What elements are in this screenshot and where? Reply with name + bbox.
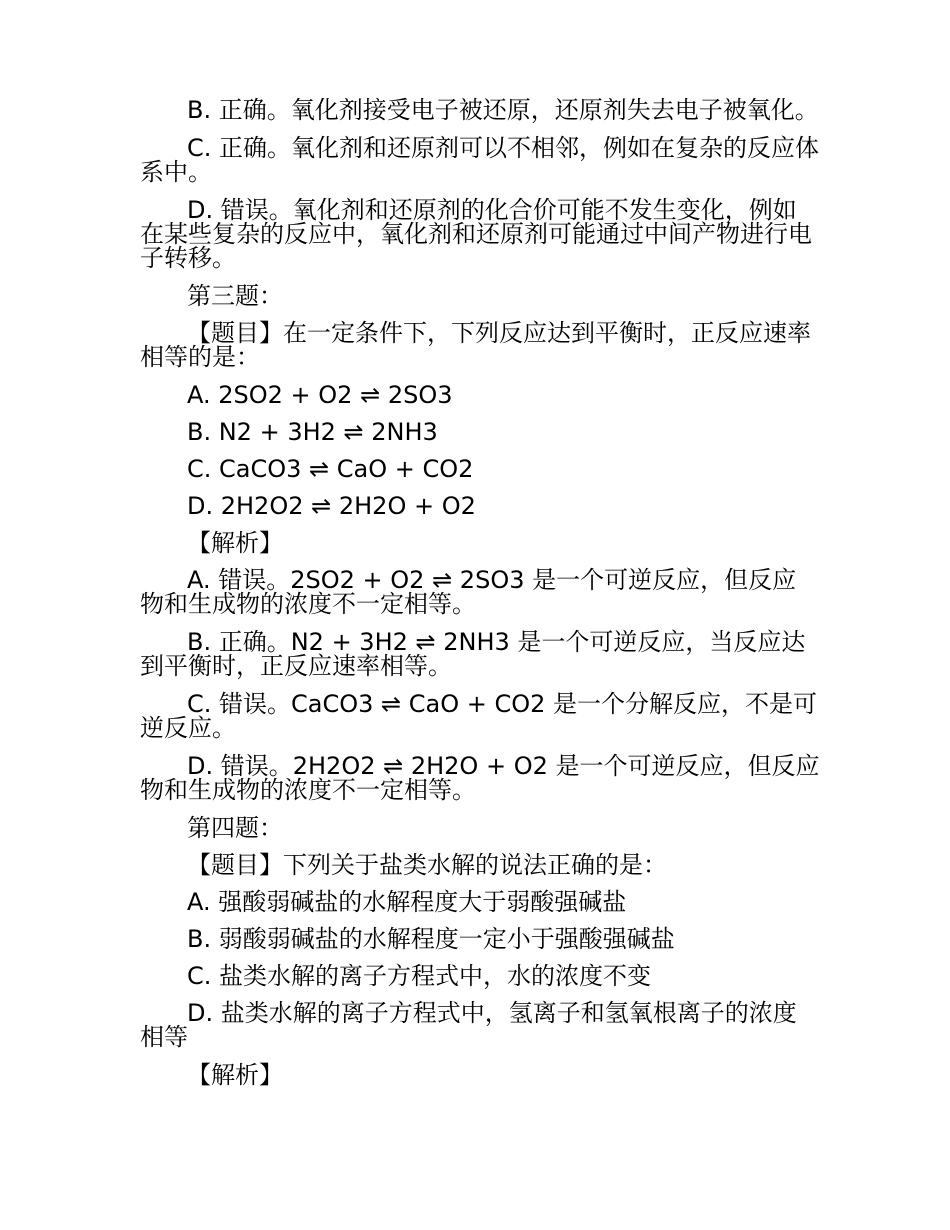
question-3-stem: 【题目】在一定条件下，下列反应达到平衡时，正反应速率相等的是： bbox=[140, 319, 811, 371]
question-3-analysis-c: C. 错误。CaCO3 ⇌ CaO + CO2 是一个分解反应，不是可逆反应。 bbox=[140, 690, 818, 742]
question-3-option-c: C. CaCO3 ⇌ CaO + CO2 bbox=[187, 455, 474, 483]
question-3-heading: 第三题： bbox=[187, 282, 283, 310]
question-4-stem: 【题目】下列关于盐类水解的说法正确的是： bbox=[187, 851, 667, 879]
question-3-option-d: D. 2H2O2 ⇌ 2H2O + O2 bbox=[187, 492, 476, 520]
question-4-option-b: B. 弱酸弱碱盐的水解程度一定小于强酸强碱盐 bbox=[187, 925, 675, 953]
question-3-analysis-d: D. 错误。2H2O2 ⇌ 2H2O + O2 是一个可逆反应，但反应物和生成物的浓度不一定相等。 bbox=[140, 752, 820, 804]
analysis-option-b: B. 正确。氧化剂接受电子被还原，还原剂失去电子被氧化。 bbox=[187, 96, 819, 124]
question-4-option-c: C. 盐类水解的离子方程式中，水的浓度不变 bbox=[187, 962, 652, 990]
question-3-analysis-heading: 【解析】 bbox=[187, 529, 283, 557]
question-3-option-a: A. 2SO2 + O2 ⇌ 2SO3 bbox=[187, 381, 453, 409]
question-3-analysis-b: B. 正确。N2 + 3H2 ⇌ 2NH3 是一个可逆反应，当反应达到平衡时，正反应速率相等。 bbox=[140, 628, 806, 680]
question-4-analysis-heading: 【解析】 bbox=[187, 1061, 283, 1089]
question-3-option-b: B. N2 + 3H2 ⇌ 2NH3 bbox=[187, 418, 438, 446]
question-4-option-a: A. 强酸弱碱盐的水解程度大于弱酸强碱盐 bbox=[187, 888, 627, 916]
document-page bbox=[140, 98, 820, 1100]
question-4-option-d: D. 盐类水解的离子方程式中，氢离子和氢氧根离子的浓度相等 bbox=[140, 999, 797, 1051]
question-3-analysis-a: A. 错误。2SO2 + O2 ⇌ 2SO3 是一个可逆反应，但反应物和生成物的浓度不一定相等。 bbox=[140, 566, 797, 618]
analysis-option-d: D. 错误。氧化剂和还原剂的化合价可能不发生变化，例如在某些复杂的反应中，氧化剂和还原剂可能通过中间产物进行电子转移。 bbox=[140, 196, 812, 272]
question-4-heading: 第四题： bbox=[187, 814, 283, 842]
analysis-option-c: C. 正确。氧化剂和还原剂可以不相邻，例如在复杂的反应体系中。 bbox=[140, 134, 820, 186]
